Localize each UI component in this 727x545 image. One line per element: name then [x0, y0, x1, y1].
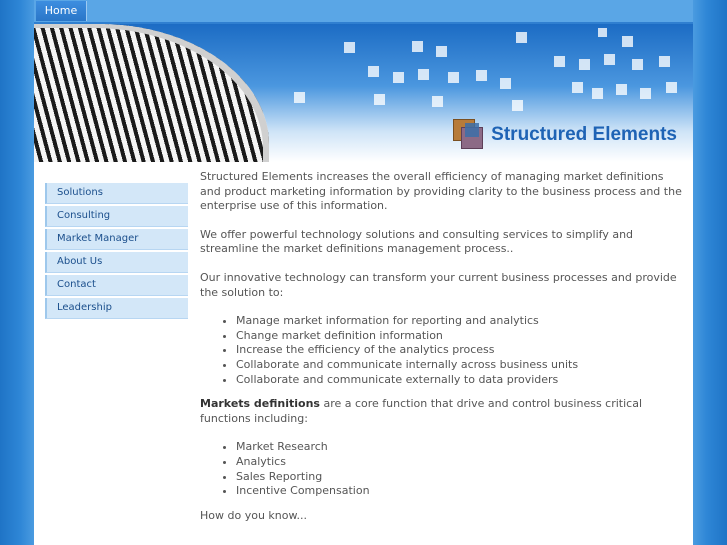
banner-square [640, 88, 651, 99]
banner-square [554, 56, 565, 67]
solutions-list [200, 314, 685, 387]
banner-square [666, 82, 677, 93]
markets-rest: are a core function that drive and control business critical functions including: [200, 397, 643, 425]
brand-logo[interactable] [453, 120, 677, 150]
list-item: • Manage market information for reporting and analytics [236, 314, 685, 329]
banner-square [616, 84, 627, 95]
banner-square [476, 70, 487, 81]
list-item: • Collaborate and communicate internally across business units [236, 358, 685, 373]
building-edge [34, 24, 269, 162]
banner-square [412, 41, 423, 52]
banner-square [432, 96, 443, 107]
list-item: • Change market definition information [236, 329, 685, 344]
page-container [34, 0, 693, 545]
logo-mark-icon [453, 119, 485, 151]
banner-square [579, 59, 590, 70]
sidebar-nav [45, 183, 188, 321]
banner-square [436, 46, 447, 57]
list-item: • Analytics [236, 455, 685, 470]
brand-name: Structured Elements [491, 124, 677, 145]
banner-square [418, 69, 429, 80]
top-nav-bar [34, 0, 693, 24]
list-item: • Increase the efficiency of the analytics process [236, 343, 685, 358]
banner-square [368, 66, 379, 77]
list-item: • Incentive Compensation [236, 484, 685, 499]
list-item: • Market Research [236, 440, 685, 455]
banner-square [448, 72, 459, 83]
banner-square [294, 92, 305, 103]
banner-square [632, 59, 643, 70]
banner-square [516, 32, 527, 43]
banner-square [344, 42, 355, 53]
home-tab[interactable]: Home [36, 1, 87, 21]
main-content [200, 170, 685, 537]
banner-square [592, 88, 603, 99]
markets-bold: Markets definitions [200, 397, 320, 411]
innovation-paragraph: Our innovative technology can transform your current business processes and provide the solution to: [200, 270, 677, 299]
list-item: • Collaborate and communicate externally to data providers [236, 373, 685, 388]
closing-paragraph: How do you know... [200, 508, 307, 522]
intro-paragraph: Structured Elements increases the overall efficiency of managing market definitions and product marketing information by providing clarity to the business process and the enterprise use of this information. [200, 170, 682, 213]
banner-square [374, 94, 385, 105]
markets-paragraph [200, 397, 685, 426]
sidebar-item-leadership[interactable]: Leadership [45, 298, 188, 319]
banner-square [659, 56, 670, 67]
sidebar-item-market-manager[interactable]: Market Manager [45, 229, 188, 250]
sidebar-item-about-us[interactable]: About Us [45, 252, 188, 273]
offer-paragraph: We offer powerful technology solutions and consulting services to simplify and streamline the market definitions management process.. [200, 227, 634, 256]
banner-square [604, 54, 615, 65]
banner-square [393, 72, 404, 83]
list-item: • Sales Reporting [236, 470, 685, 485]
functions-list [200, 440, 685, 498]
banner-square [622, 36, 633, 47]
banner-square [572, 82, 583, 93]
banner-square [500, 78, 511, 89]
sidebar-item-consulting[interactable]: Consulting [45, 206, 188, 227]
sidebar-item-contact[interactable]: Contact [45, 275, 188, 296]
sidebar-item-solutions[interactable]: Solutions [45, 183, 188, 204]
banner-square [512, 100, 523, 111]
banner-square [598, 28, 607, 37]
